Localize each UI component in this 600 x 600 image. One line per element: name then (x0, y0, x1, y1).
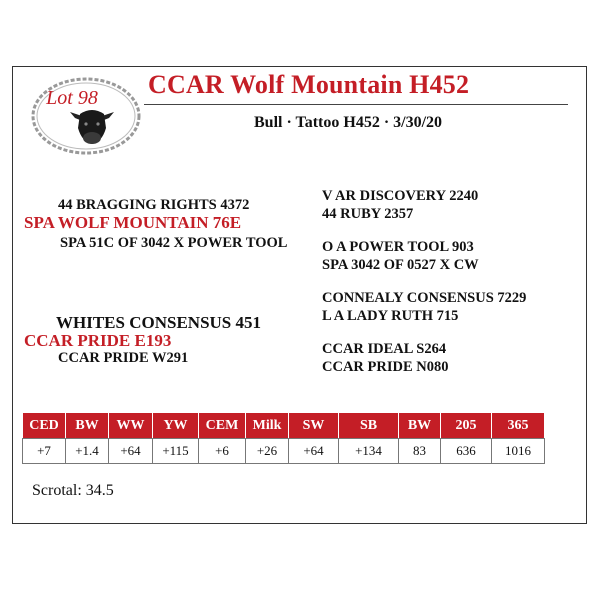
ancestor: SPA 3042 OF 0527 X CW (322, 257, 479, 273)
ancestor: CCAR PRIDE N080 (322, 359, 449, 375)
sire-sire: 44 BRAGGING RIGHTS 4372 (58, 197, 250, 213)
epd-header: CEM (199, 413, 246, 439)
epd-value: +1.4 (66, 439, 109, 464)
epd-header: BW (66, 413, 109, 439)
ancestor: O A POWER TOOL 903 (322, 239, 474, 255)
epd-value: 1016 (492, 439, 545, 464)
ancestor: CCAR IDEAL S264 (322, 341, 447, 357)
epd-header: BW (399, 413, 441, 439)
ancestor: V AR DISCOVERY 2240 (322, 188, 479, 204)
dam-name: CCAR PRIDE E193 (24, 331, 172, 350)
scrotal-measurement: Scrotal: 34.5 (32, 482, 114, 499)
epd-value: +26 (246, 439, 289, 464)
ancestor: L A LADY RUTH 715 (322, 308, 459, 324)
animal-subtitle: Bull · Tattoo H452 · 3/30/20 (254, 114, 443, 131)
epd-header: SB (339, 413, 399, 439)
epd-value: +64 (109, 439, 153, 464)
epd-header: 365 (492, 413, 545, 439)
epd-value: 636 (441, 439, 492, 464)
epd-value: +115 (153, 439, 199, 464)
epd-value: 83 (399, 439, 441, 464)
dam-sire: WHITES CONSENSUS 451 (56, 313, 262, 332)
bull-head-icon (70, 110, 114, 144)
epd-table (22, 412, 545, 464)
sire-name: SPA WOLF MOUNTAIN 76E (24, 213, 242, 232)
epd-value-row (23, 439, 545, 464)
epd-value: +64 (289, 439, 339, 464)
lot-label: Lot 98 (46, 87, 98, 109)
epd-value: +7 (23, 439, 66, 464)
dam-dam: CCAR PRIDE W291 (58, 350, 189, 366)
epd-header: 205 (441, 413, 492, 439)
epd-header-row (23, 413, 545, 439)
epd-header: CED (23, 413, 66, 439)
animal-title: CCAR Wolf Mountain H452 (148, 70, 470, 99)
ancestor: CONNEALY CONSENSUS 7229 (322, 290, 527, 306)
epd-header: YW (153, 413, 199, 439)
epd-header: Milk (246, 413, 289, 439)
epd-header: SW (289, 413, 339, 439)
title-divider (144, 104, 568, 105)
epd-value: +6 (199, 439, 246, 464)
epd-value: +134 (339, 439, 399, 464)
lot-logo (30, 76, 142, 156)
epd-header: WW (109, 413, 153, 439)
sire-dam: SPA 51C OF 3042 X POWER TOOL (60, 235, 288, 251)
ancestor: 44 RUBY 2357 (322, 206, 414, 222)
